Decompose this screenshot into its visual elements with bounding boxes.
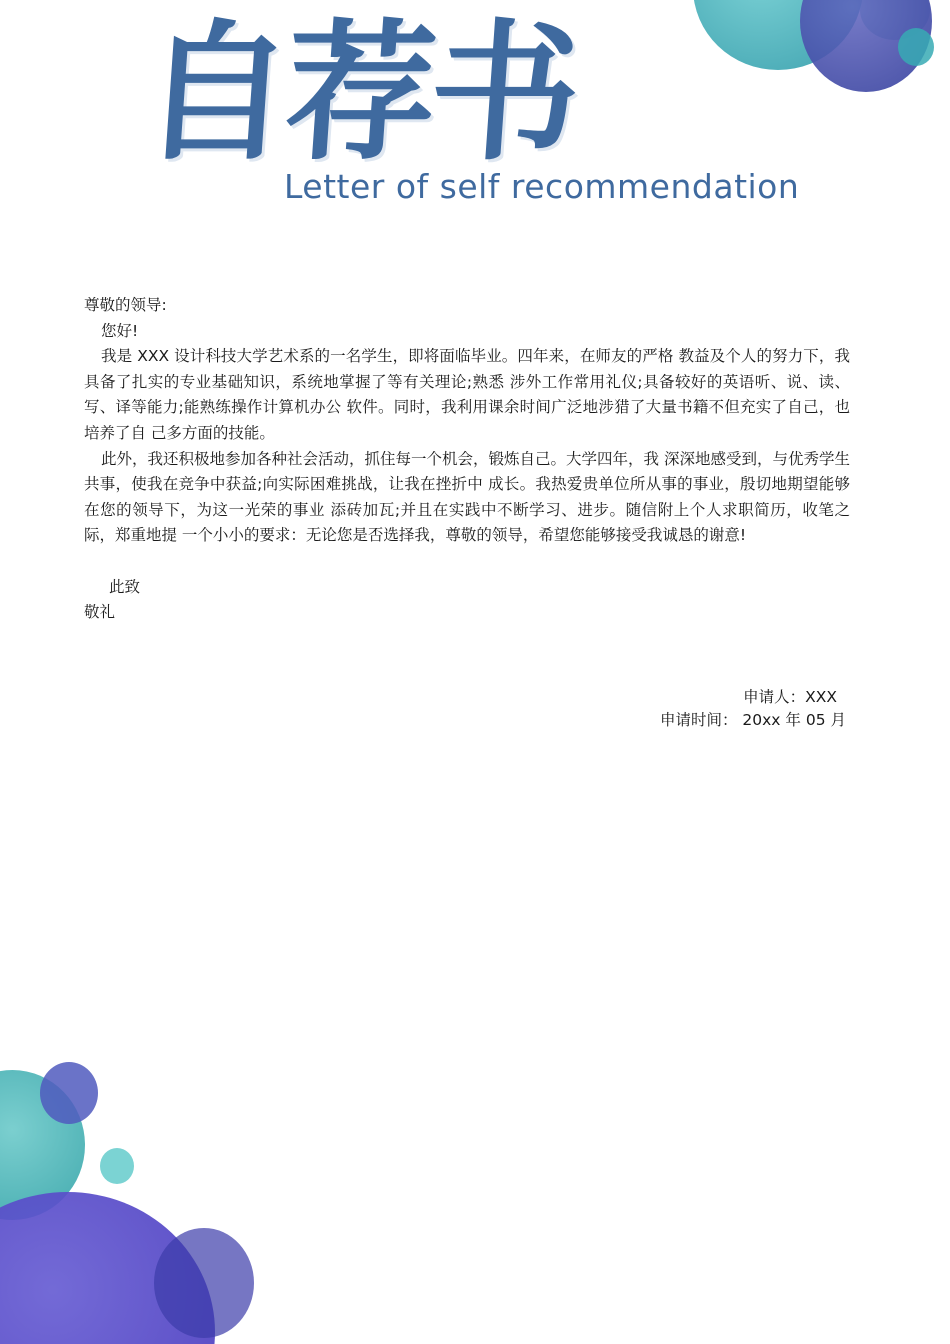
spacer [84,549,850,575]
application-date: 申请时间： 20xx 年 05 月 [659,711,846,729]
salutation: 尊敬的领导: [84,296,167,314]
watercolor-dot-decoration [154,1228,254,1338]
paragraph-1: 我是 XXX 设计科技大学艺术系的一名学生，即将面临毕业。四年来，在师友的严格 教益及个人的努力下，我具备了扎实的专业基础知识，系统地掌握了等有关理论;熟悉 涉外工作常用礼仪;具备较好的英语听、说、读、写、译等能力;能熟练操作计算机办公 软件。同时，我利用课余时间广泛地涉猎了大量书籍不但充实了自己，也培养了自 己多方面的技能。 [84,347,850,442]
watercolor-dot-decoration [898,28,934,66]
greeting: 您好! [101,321,139,340]
signature-block [660,686,846,732]
watercolor-dot-decoration [100,1148,134,1184]
watercolor-dot-decoration [40,1062,98,1124]
closing-line-1: 此致 [109,577,141,596]
letter-body [84,293,850,626]
title-english: Letter of self recommendation [284,167,800,206]
title-chinese: 自荐书 [135,5,581,181]
applicant-name: 申请人：XXX [743,688,837,706]
closing-line-2: 敬礼 [84,603,116,622]
paragraph-2: 此外，我还积极地参加各种社会活动，抓住每一个机会，锻炼自己。大学四年，我 深深地感受到，与优秀学生共事，使我在竞争中获益;向实际困难挑战，让我在挫折中 成长。我热爱贵单位所从事的事业，殷切地期望能够在您的领导下，为这一光荣的事业 添砖加瓦;并且在实践中不断学习、进步。随信附上个人求职简历，收笔之际，郑重地提 一个小小的要求：无论您是否选择我，尊敬的领导，希望您能够接受我诚恳的谢意! [84,449,850,545]
